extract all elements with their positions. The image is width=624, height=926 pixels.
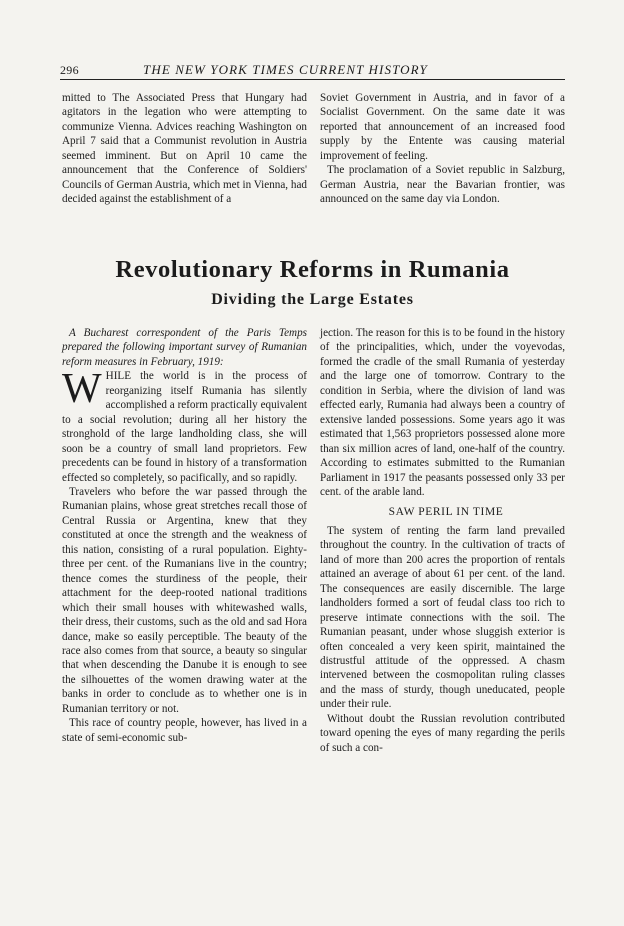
article-right-column <box>320 326 565 755</box>
article-left-column <box>62 326 307 745</box>
article-title: Revolutionary Reforms in Rumania <box>115 256 510 283</box>
drop-cap: W <box>62 366 102 413</box>
article-paragraph-5: The system of renting the farm land prevailed throughout the country. In the cultivation of tracts of land of more than 200 acres the proportion of rentals attained an average of about 61 per cent. of the land. The consequences are easily discernible. The large landholders formed a sort of feudal class too rich to preserve intimate connections with the soil. The Rumanian peasant, under whose sluggish exterior is often concealed a very keen spirit, maintained the distrustful attitude of the oppressed. A chasm intervened between the cosmopolitan ruling classes and the mass of sturdy, though uneducated, people under their rule. <box>320 524 565 711</box>
paragraph-1-text: HILE the world is in the process of reorganizing itself Rumania has silently accomplished a reform practically equivalent to a social revolution; during all her history the stronghold of the large landholding class, she will soon be a country of small land proprietors. Few precedents can be found in history of a transformation effected so completely, so pacifically, and so rapidly. <box>62 370 307 484</box>
top-left-paragraph: mitted to The Associated Press that Hungary had agitators in the legation who were attempting to communize Vienna. Advices reaching Washington on April 7 said that a Communist revolution in Austria seemed imminent. But on April 10 came the announcement that the Conference of Soldiers' Councils of German Austria, which met in Vienna, had decided against the establishment of a <box>62 92 307 206</box>
page-number: 296 <box>60 63 79 77</box>
top-right-column <box>320 91 565 207</box>
article-subtitle: Dividing the Large Estates <box>211 291 414 308</box>
section-subhead: SAW PERIL IN TIME <box>388 506 504 519</box>
article-paragraph-4: jection. The reason for this is to be found in the history of the principalities, which, under the voyevodas, formed the cradle of the small Rumania of yesterday and the large one of tomorrow. Contrary to the condition in Serbia, where the division of land was effected early, Rumania had always been a country of extensive landed possessions. Some years ago it was estimated that 1,563 proprietors possessed alone more than six million acres of land, one-half of the country. According to estimates submitted to the Rumanian Parliament in 1917 the peasants possessed only 33 per cent. of the arable land. <box>320 327 565 498</box>
article-paragraph-3: This race of country people, however, has lived in a state of semi-economic sub- <box>62 717 307 744</box>
article-paragraph-6: Without doubt the Russian revolution contributed toward opening the eyes of many regarding the perils of such a con- <box>320 712 565 754</box>
article-intro: A Bucharest correspondent of the Paris Temps prepared the following important survey of Rumanian reform measures in February, 1919: <box>62 327 307 368</box>
article-paragraph-1 <box>62 366 307 485</box>
article-paragraph-2: Travelers who before the war passed through the Rumanian plains, whose great stretches recall those of Central Russia or Argentina, knew that they constituted at once the strength and the weakness of this nation, consisting of a rural population. Eighty-three per cent. of the Rumanians live in the country; thence comes the sturdiness of the people, their attachment for the deep-rooted national traditions which their small houses with whitewashed walls, their dress, their customs, such as the old and sad Hora dance, make so easily perceptible. The beauty of the race also comes from that source, a beauty so singular that when descending the Danube it is enough to see the silhouettes of the women drawing water at the banks in order to conclude as to whether one is in Rumanian territory or not. <box>62 485 307 715</box>
journal-title: THE NEW YORK TIMES CURRENT HISTORY <box>143 62 428 77</box>
top-left-column <box>62 91 307 207</box>
running-header <box>60 62 565 80</box>
top-right-paragraph-1: Soviet Government in Austria, and in favor of a Socialist Government. On the same date it was reported that announcement of an increased food supply by the Entente was causing material improvement of feeling. <box>320 92 565 162</box>
top-right-paragraph-2: The proclamation of a Soviet republic in Salzburg, German Austria, near the Bavarian frontier, was announced on the same day via London. <box>320 164 565 206</box>
